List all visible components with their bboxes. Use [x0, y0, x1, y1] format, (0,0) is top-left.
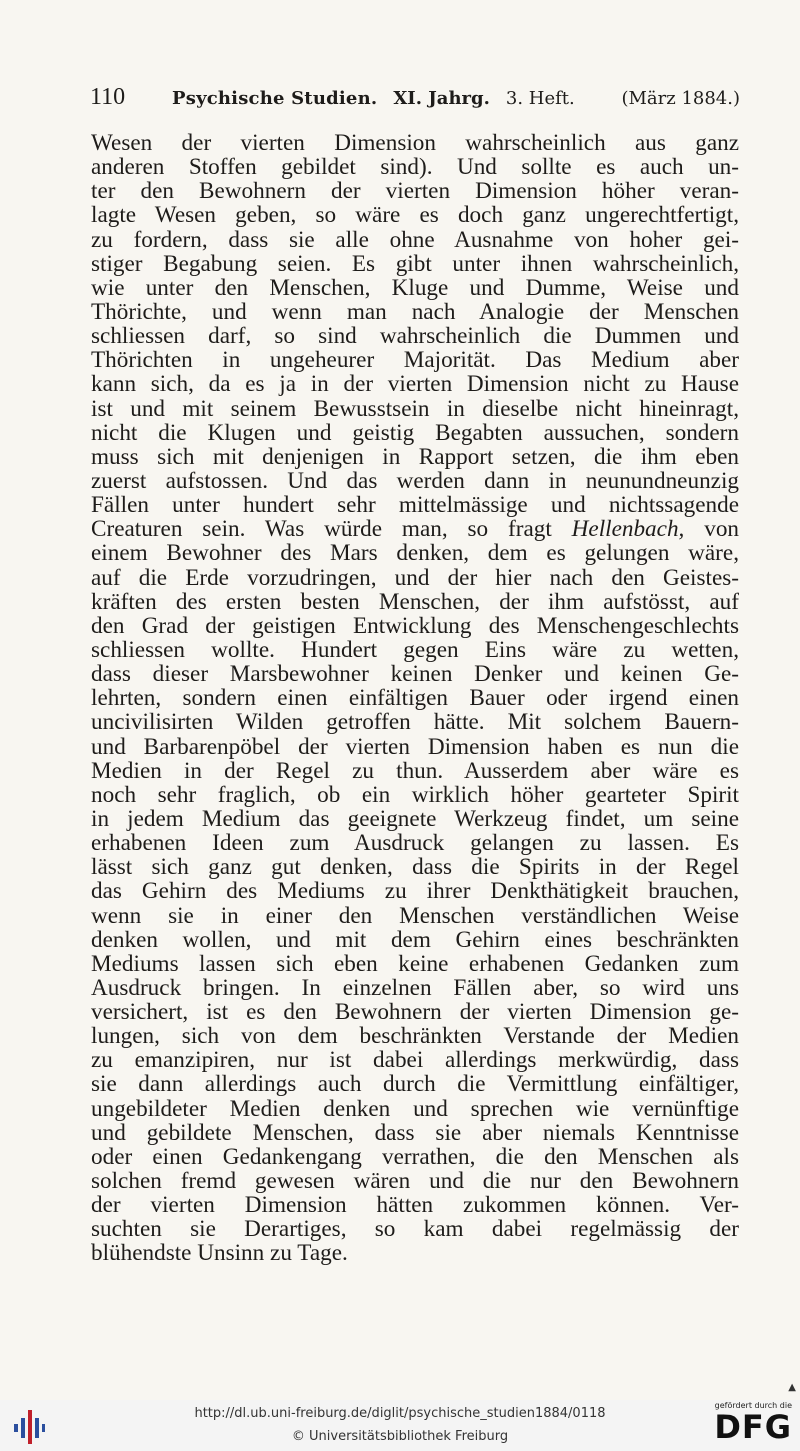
text-line: sie dann allerdings auch durch die Vermittlung einfältiger, [91, 1071, 739, 1098]
text-line: Medien in der Regel zu thun. Ausserdem aber wäre es [91, 757, 739, 784]
text-line: zu emanzipiren, nur ist dabei allerdings merkwürdig, dass [91, 1047, 739, 1074]
text-line: Fällen unter hundert sehr mittelmässige und nichtssagende [91, 492, 739, 519]
text-line: das Gehirn des Mediums zu ihrer Denkthätigkeit brauchen, [91, 878, 739, 905]
page-number: 110 [90, 84, 126, 110]
text-line: auf die Erde vorzudringen, und der hier nach den Geistes- [91, 564, 739, 591]
source-url[interactable]: http://dl.ub.uni-freiburg.de/diglit/psychische_studien1884/0118 [194, 1406, 606, 1421]
italic-author-name: Hellenbach, [571, 516, 685, 543]
text-line: lehrten, sondern einen einfältigen Bauer oder irgend einen [91, 685, 739, 712]
text-line: schliessen wollte. Hundert gegen Eins wäre zu wetten, [91, 636, 739, 663]
text-line: dass dieser Marsbewohner keinen Denker und keinen Ge- [91, 661, 739, 688]
text-line: in jedem Medium das geeignete Werkzeug findet, um seine [91, 805, 739, 832]
text-line: Thörichte, und wenn man nach Analogie der Menschen [91, 298, 739, 325]
text-line: lagte Wesen geben, so wäre es doch ganz ungerechtfertigt, [91, 202, 739, 229]
body-text [91, 131, 739, 1266]
issue-date: (März 1884.) [621, 88, 740, 109]
running-header [90, 84, 740, 111]
text-line: zu fordern, dass sie alle ohne Ausnahme von hoher gei- [91, 226, 739, 253]
footer-bar [0, 1400, 800, 1451]
text-line: einem Bewohner des Mars denken, dem es gelungen wäre, [91, 540, 739, 567]
text-line: oder einen Gedankengang verrathen, die den Menschen als [91, 1143, 739, 1170]
text-line: muss sich mit denjenigen in Rapport setzen, die ihm eben [91, 443, 739, 470]
copyright-notice: © Universitätsbibliothek Freiburg [291, 1429, 509, 1444]
text-line: Thörichten in ungeheurer Majorität. Das Medium aber [91, 347, 739, 374]
text-line: suchten sie Derartiges, so kam dabei regelmässig der [91, 1216, 739, 1243]
text-segment: Creaturen sein. Was würde man, so fragt [91, 516, 552, 543]
text-line: Ausdruck bringen. In einzelnen Fällen aber, so wird uns [91, 974, 739, 1001]
text-line: wenn sie in einer den Menschen verständlichen Weise [91, 902, 739, 929]
text-line [91, 517, 739, 541]
corner-mark: ▲ [788, 1382, 796, 1393]
text-line: solchen fremd gewesen wären und die nur den Bewohnern [91, 1168, 739, 1195]
text-line: schliessen darf, so sind wahrscheinlich die Dummen und [91, 323, 739, 350]
text-line: ist und mit seinem Bewusstsein in dieselbe nicht hineinragt, [91, 395, 739, 422]
text-segment: von [704, 516, 739, 543]
library-logo-icon [12, 1404, 46, 1444]
text-line: lässt sich ganz gut denken, dass die Spirits in der Regel [91, 854, 739, 881]
text-line: ungebildeter Medien denken und sprechen wie vernünftige [91, 1095, 739, 1122]
volume-label: XI. Jahrg. [393, 88, 490, 109]
text-line: Mediums lassen sich eben keine erhabenen Gedanken zum [91, 950, 739, 977]
text-line: denken wollen, und mit dem Gehirn eines beschränkten [91, 926, 739, 953]
funder-caption: gefördert durch die [714, 1401, 792, 1410]
text-line: kann sich, da es ja in der vierten Dimension nicht zu Hause [91, 371, 739, 398]
text-line: uncivilisirten Wilden getroffen hätte. Mit solchem Bauern- [91, 709, 739, 736]
journal-title: Psychische Studien. [172, 88, 378, 109]
text-line: und gebildete Menschen, dass sie aber niemals Kenntnisse [91, 1119, 739, 1146]
issue-label: 3. Heft. [505, 88, 575, 109]
dfg-logo-text: DFG [714, 1408, 792, 1446]
text-line: lungen, sich von dem beschränkten Verstande der Medien [91, 1023, 739, 1050]
text-line: zuerst aufstossen. Und das werden dann in neunundneunzig [91, 467, 739, 494]
text-line: erhabenen Ideen zum Ausdruck gelangen zu lassen. Es [91, 830, 739, 857]
text-line: der vierten Dimension hätten zukommen können. Ver- [91, 1192, 739, 1219]
text-line: Wesen der vierten Dimension wahrscheinlich aus ganz [91, 130, 739, 156]
dfg-logo [706, 1401, 792, 1447]
text-line: kräften des ersten besten Menschen, der ihm aufstösst, auf [91, 588, 739, 615]
text-line: ter den Bewohnern der vierten Dimension höher veran- [91, 178, 739, 205]
text-line: nicht die Klugen und geistig Begabten aussuchen, sondern [91, 419, 739, 446]
text-line: noch sehr fraglich, ob ein wirklich höher gearteter Spirit [91, 781, 739, 808]
text-line: anderen Stoffen gebildet sind). Und sollte es auch un- [91, 154, 739, 181]
text-line: versichert, ist es den Bewohnern der vierten Dimension ge- [91, 999, 739, 1026]
text-line: stiger Begabung seien. Es gibt unter ihnen wahrscheinlich, [91, 250, 739, 277]
text-line: den Grad der geistigen Entwicklung des Menschengeschlechts [91, 612, 739, 639]
text-line: blühendste Unsinn zu Tage. [91, 1240, 348, 1267]
text-line: wie unter den Menschen, Kluge und Dumme, Weise und [91, 274, 739, 301]
text-line: und Barbarenpöbel der vierten Dimension haben es nun die [91, 733, 739, 760]
